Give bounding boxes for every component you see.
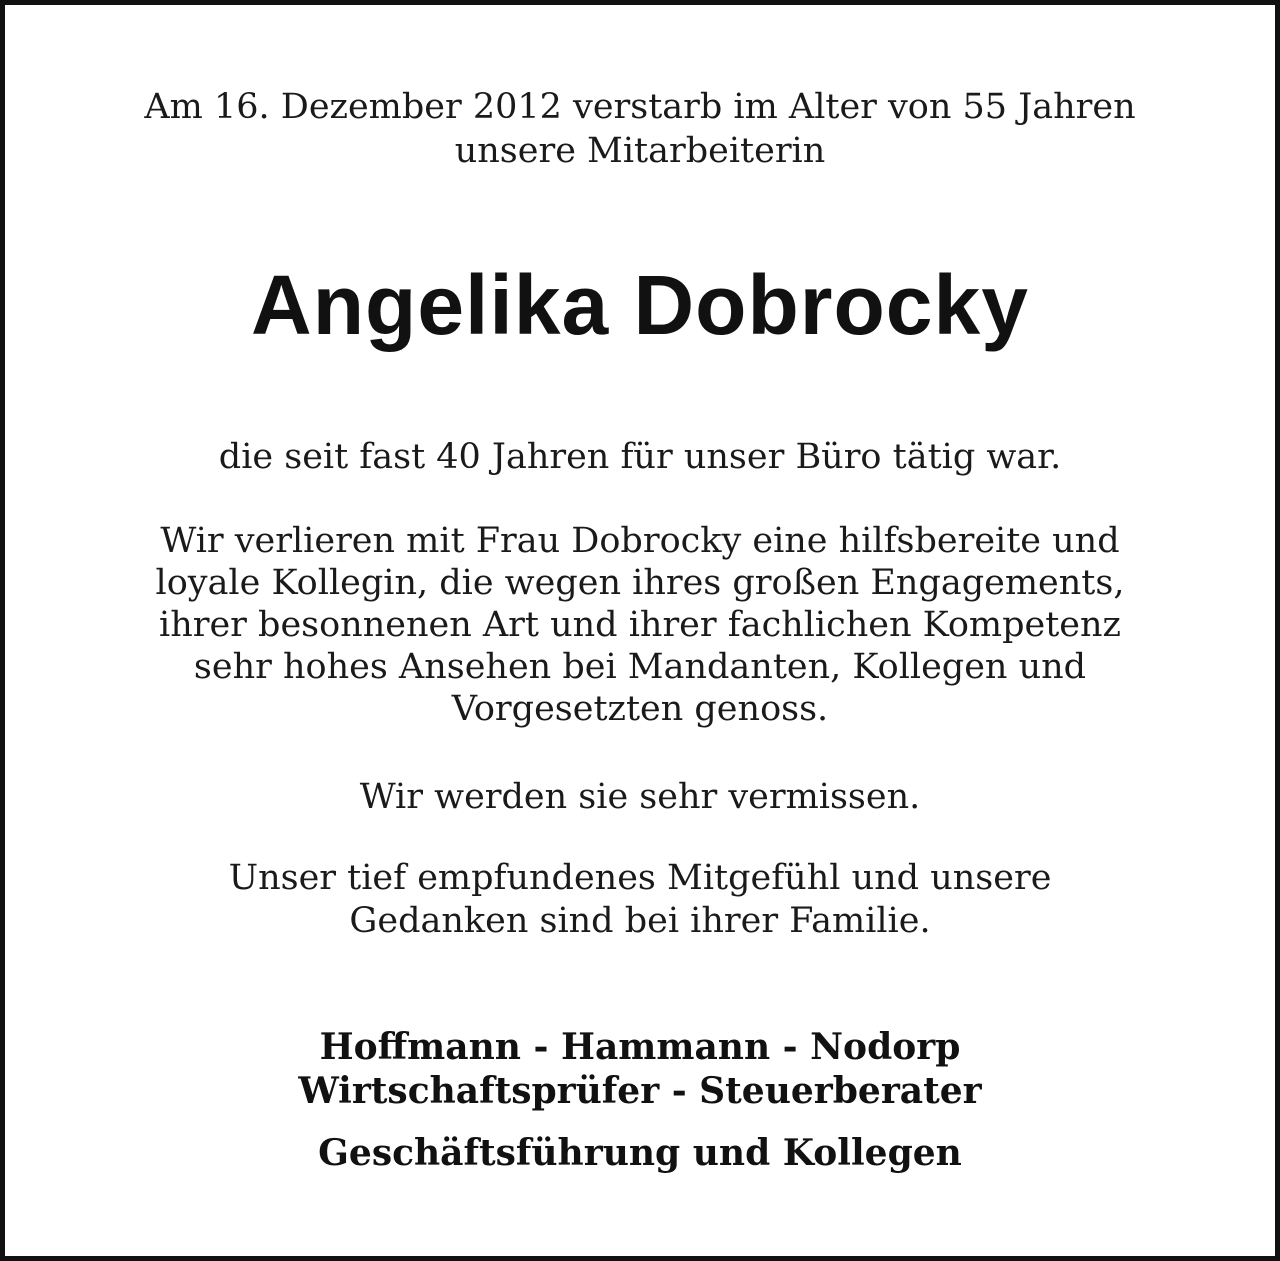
tribute-line: Vorgesetzten genoss.	[451, 689, 829, 729]
condolence-text	[5, 857, 1275, 943]
tribute-text	[5, 520, 1275, 730]
miss-text: Wir werden sie sehr vermissen.	[359, 777, 921, 817]
deceased-name: Angelika Dobrocky	[251, 258, 1029, 352]
firm-line: Wirtschaftsprüfer - Steuerberater	[298, 1070, 982, 1112]
intro-text	[5, 85, 1275, 173]
service-text: die seit fast 40 Jahren für unser Büro tätig war.	[218, 437, 1062, 477]
tribute-line: Wir verlieren mit Frau Dobrocky eine hilfsbereite und	[160, 521, 1120, 561]
tribute-line: loyale Kollegin, die wegen ihres großen Engagements,	[155, 563, 1125, 603]
tribute-line: sehr hohes Ansehen bei Mandanten, Kollegen und	[193, 647, 1087, 687]
tribute-line: ihrer besonnenen Art und ihrer fachlichen Kompetenz	[159, 605, 1121, 645]
condolence-line: Unser tief empfundenes Mitgefühl und unsere	[228, 858, 1052, 898]
firm-name	[5, 1025, 1275, 1113]
condolence-line: Gedanken sind bei ihrer Familie.	[349, 901, 931, 941]
intro-line: unsere Mitarbeiterin	[454, 131, 826, 171]
signoff-text: Geschäftsführung und Kollegen	[318, 1132, 962, 1174]
intro-line: Am 16. Dezember 2012 verstarb im Alter von 55 Jahren	[144, 87, 1136, 127]
firm-line: Hoffmann - Hammann - Nodorp	[319, 1026, 961, 1068]
